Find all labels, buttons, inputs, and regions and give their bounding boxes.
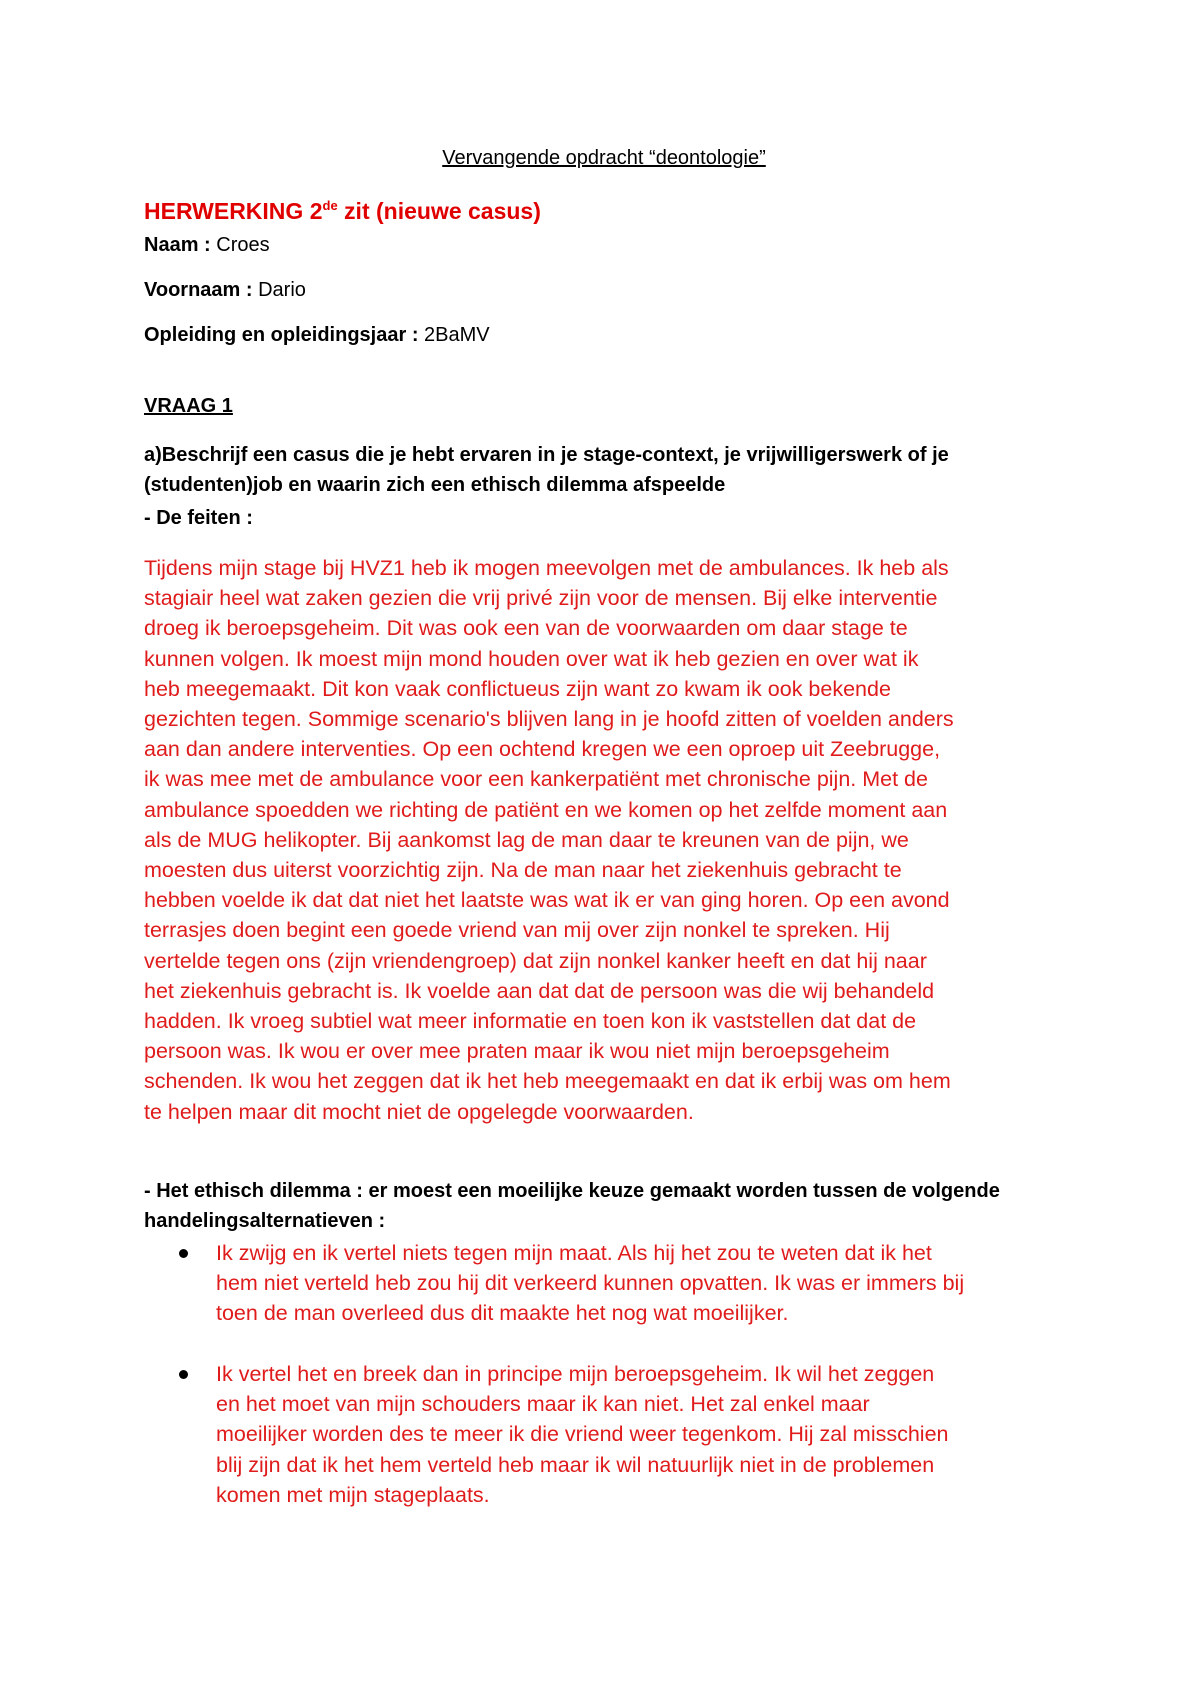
list-item-line: hem niet verteld heb zou hij dit verkeerd kunnen opvatten. Ik was er immers bij [216,1271,965,1296]
paragraph-line: te helpen maar dit mocht niet de opgelegde voorwaarden. [144,1099,694,1124]
list-item-line: en het moet van mijn schouders maar ik kan niet. Het zal enkel maar [216,1392,870,1417]
list-item-line: komen met mijn stageplaats. [216,1482,490,1507]
question-line: a)Beschrijf een casus die je hebt ervaren in je stage-context, je vrijwilligerswerk of je [144,444,949,466]
herwerking-suffix: zit (nieuwe casus) [337,198,541,224]
paragraph-line: moesten dus uiterst voorzichtig zijn. Na de man naar het ziekenhuis gebracht te [144,858,902,883]
herwerking-heading [144,196,541,226]
herwerking-prefix: HERWERKING 2 [144,198,323,224]
paragraph-line: vertelde tegen ons (zijn vriendengroep) dat zijn nonkel kanker heeft en dat hij naar [144,948,927,973]
paragraph-line: persoon was. Ik wou er over mee praten maar ik wou niet mijn beroepsgeheim [144,1039,890,1064]
field-value: Dario [258,279,306,301]
field-label: Opleiding en opleidingsjaar [144,324,407,346]
dilemma-heading [144,1176,1064,1236]
field-naam [144,232,270,258]
list-item-text [216,1238,1076,1329]
vraag-heading: VRAAG 1 [144,395,233,417]
paragraph-line: hebben voelde ik dat dat niet het laatste was wat ik er van ging horen. Op een avond [144,888,950,913]
list-item-text [216,1359,1076,1510]
field-value: Croes [216,234,270,256]
field-label: Naam [144,234,199,256]
dilemma-line: handelingsalternatieven : [144,1210,386,1232]
paragraph-line: stagiair heel wat zaken gezien die vrij privé zijn voor de mensen. Bij elke interventie [144,586,938,611]
field-voornaam [144,277,306,303]
list-item-line: Ik vertel het en breek dan in principe mijn beroepsgeheim. Ik wil het zeggen [216,1362,935,1386]
paragraph-line: als de MUG helikopter. Bij aankomst lag de man daar te kreunen van de pijn, we [144,827,909,852]
paragraph-line: gezichten tegen. Sommige scenario's blijven lang in je hoofd zitten of voelden anders [144,707,954,732]
dilemma-line: - Het ethisch dilemma : er moest een moeilijke keuze gemaakt worden tussen de volgende [144,1180,1000,1202]
question-text [144,440,1064,500]
herwerking-superscript: de [322,198,338,213]
paragraph-line: kunnen volgen. Ik moest mijn mond houden over wat ik heb gezien en over wat ik [144,646,919,671]
paragraph-line: het ziekenhuis gebracht is. Ik voelde aan dat dat de persoon was die wij behandeld [144,978,935,1003]
paragraph-line: Tijdens mijn stage bij HVZ1 heb ik mogen meevolgen met de ambulances. Ik heb als [144,556,949,580]
paragraph-line: terrasjes doen begint een goede vriend van mij over zijn nonkel te spreken. Hij [144,918,890,943]
bullet-icon [179,1249,188,1258]
document-title: Vervangende opdracht “deontologie” [442,147,766,169]
paragraph-line: aan dan andere interventies. Op een ochtend kregen we een oproep uit Zeebrugge, [144,737,941,762]
list-item-line: moeilijker worden des te meer ik die vriend weer tegenkom. Hij zal misschien [216,1422,949,1447]
list-item-line: Ik zwijg en ik vertel niets tegen mijn maat. Als hij het zou te weten dat ik het [216,1241,932,1265]
paragraph-line: hadden. Ik vroeg subtiel wat meer informatie en toen kon ik vaststellen dat dat de [144,1009,917,1034]
paragraph-line: heb meegemaakt. Dit kon vaak conflictueus zijn want zo kwam ik ook bekende [144,676,891,701]
list-item-line: toen de man overleed dus dit maakte het nog wat moeilijker. [216,1301,789,1326]
paragraph-line: ambulance spoedden we richting de patiënt en we komen op het zelfde moment aan [144,797,948,822]
field-opleiding [144,322,490,348]
feiten-paragraph [144,553,1074,1127]
paragraph-line: droeg ik beroepsgeheim. Dit was ook een van de voorwaarden om daar stage te [144,616,908,641]
field-value: 2BaMV [424,324,490,346]
field-label: Voornaam [144,279,241,301]
question-line: (studenten)job en waarin zich een ethisch dilemma afspeelde [144,474,726,496]
list-item-line: blij zijn dat ik het hem verteld heb maar ik wil natuurlijk niet in de problemen [216,1452,935,1477]
field-separator: : [406,324,425,346]
field-separator: : [240,279,259,301]
paragraph-line: ik was mee met de ambulance voor een kankerpatiënt met chronische pijn. Met de [144,767,928,792]
bullet-icon [179,1370,188,1379]
paragraph-line: schenden. Ik wou het zeggen dat ik het heb meegemaakt en dat ik erbij was om hem [144,1069,951,1094]
field-separator: : [198,234,217,256]
feiten-heading: - De feiten : [144,507,253,529]
